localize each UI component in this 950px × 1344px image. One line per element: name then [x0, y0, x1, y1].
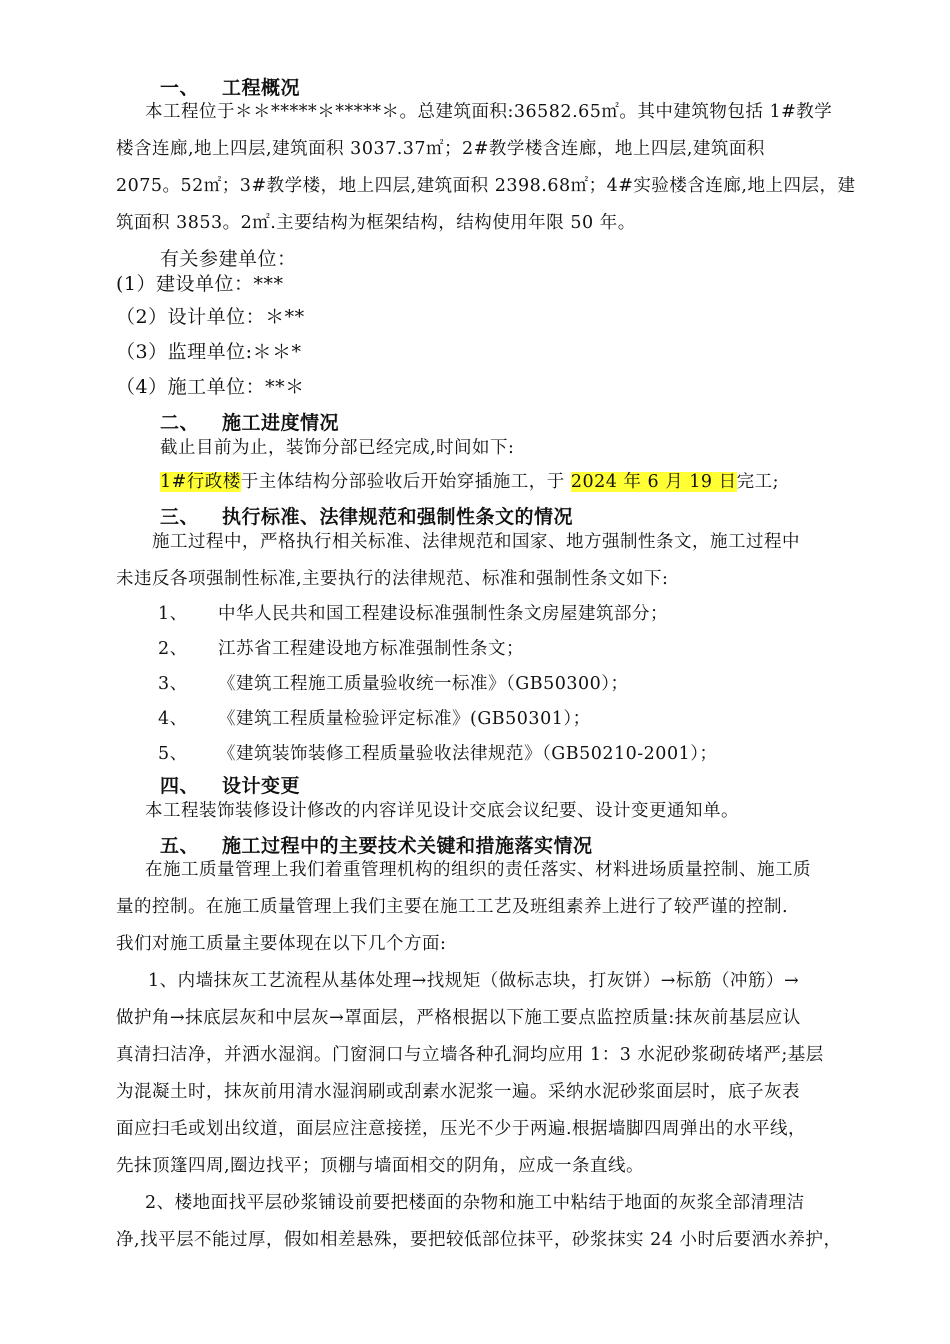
item-number: 3、	[158, 674, 188, 694]
section-4-heading	[160, 774, 300, 798]
paragraph-line: 楼含连廊,地上四层,建筑面积 3037.37㎡；2#教学楼含连廊，地上四层,建筑面积	[116, 139, 765, 159]
progress-line	[160, 470, 779, 494]
standard-item	[158, 637, 524, 661]
paragraph-line: 真清扫洁净，并洒水湿润。门窗洞口与立墙各种孔洞均应用 1：3 水泥砂浆砌砖堵严;基层	[116, 1045, 824, 1065]
item-text: 《建筑装饰装修工程质量验收法律规范》（GB50210-2001）；	[218, 744, 718, 764]
progress-end: 完工;	[736, 472, 780, 492]
standard-item	[158, 707, 591, 731]
section-title: 执行标准、法律规范和强制性条文的情况	[222, 506, 574, 528]
section-1-heading	[160, 76, 300, 100]
paragraph-line: 先抹顶篷四周,圈边找平；顶棚与墙面相交的阴角，应成一条直线。	[116, 1156, 645, 1176]
standard-item	[158, 602, 668, 626]
completion-date-highlight: 2024 年 6 月 19 日	[570, 472, 737, 492]
paragraph-line: 2、楼地面找平层砂浆铺设前要把楼面的杂物和施工中粘结于地面的灰浆全部清理洁	[145, 1193, 805, 1213]
standard-item	[158, 742, 717, 766]
item-text: 《建筑工程质量检验评定标准》(GB50301）；	[218, 709, 591, 729]
section-number: 二、	[160, 412, 200, 434]
building-name-highlight: 1#行政楼	[160, 472, 241, 492]
paragraph-line: 净,找平层不能过厚，假如相差悬殊，要把较低部位抹平，砂浆抹实 24 小时后要洒水养护，	[116, 1230, 842, 1250]
section-number: 一、	[160, 77, 200, 99]
standard-item	[158, 672, 629, 696]
section-5-heading	[160, 834, 593, 858]
paragraph-line: 2075。52㎡；3#教学楼，地上四层,建筑面积 2398.68㎡；4#实验楼含连廊,地上四层，建	[116, 176, 856, 196]
unit-item: （2）设计单位：＊**	[116, 306, 305, 328]
paragraph-line: 施工过程中，严格执行相关标准、法律规范和国家、地方强制性条文，施工过程中	[152, 532, 800, 552]
section-title: 工程概况	[222, 77, 301, 99]
item-number: 1、	[158, 604, 188, 624]
section-number: 三、	[160, 506, 200, 528]
paragraph-line: 截止目前为止，装饰分部已经完成,时间如下:	[160, 438, 515, 458]
paragraph-line: 在施工质量管理上我们着重管理机构的组织的责任落实、材料进场质量控制、施工质	[145, 860, 811, 880]
section-title: 设计变更	[222, 775, 301, 797]
paragraph-line: 1、内墙抹灰工艺流程从基体处理→找规矩（做标志块，打灰饼）→标筋（冲筋）→	[148, 971, 800, 991]
paragraph-line: 量的控制。在施工质量管理上我们主要在施工工艺及班组素养上进行了较严谨的控制.	[116, 897, 789, 917]
progress-text: 于主体结构分部验收后开始穿插施工，于	[240, 472, 571, 492]
section-number: 五、	[160, 835, 200, 857]
units-intro: 有关参建单位：	[160, 248, 297, 270]
item-text: 《建筑工程施工质量验收统一标准》（GB50300）；	[218, 674, 629, 694]
item-text: 中华人民共和国工程建设标准强制性条文房屋建筑部分；	[218, 604, 668, 624]
item-number: 4、	[158, 709, 188, 729]
item-number: 2、	[158, 639, 188, 659]
section-title: 施工进度情况	[222, 412, 340, 434]
paragraph-line: 本工程装饰装修设计修改的内容详见设计交底会议纪要、设计变更通知单。	[145, 801, 739, 821]
section-title: 施工过程中的主要技术关键和措施落实情况	[222, 835, 593, 857]
paragraph-line: 做护角→抹底层灰和中层灰→罩面层，严格根据以下施工要点监控质量:抹灰前基层应认	[116, 1008, 801, 1028]
item-number: 5、	[158, 744, 188, 764]
paragraph-line: 筑面积 3853。2㎡.主要结构为框架结构，结构使用年限 50 年。	[116, 213, 636, 233]
paragraph-line: 本工程位于＊＊*****＊*****＊。总建筑面积:36582.65㎡。其中建筑物包括 1#教学	[145, 102, 833, 122]
unit-item: （4）施工单位：**＊	[116, 376, 305, 398]
unit-item: (1）建设单位：***	[116, 273, 284, 295]
paragraph-line: 未违反各项强制性标准,主要执行的法律规范、标准和强制性条文如下:	[116, 569, 669, 589]
paragraph-line: 为混凝土时，抹灰前用清水湿润刷或刮素水泥浆一遍。采纳水泥砂浆面层时，底子灰表	[116, 1082, 800, 1102]
item-text: 江苏省工程建设地方标准强制性条文；	[218, 639, 524, 659]
section-number: 四、	[160, 775, 200, 797]
section-3-heading	[160, 505, 573, 529]
section-2-heading	[160, 411, 339, 435]
paragraph-line: 面应扫毛或划出纹道，面层应注意接搓，压光不少于两遍.根据墙脚四周弹出的水平线，	[116, 1119, 807, 1139]
paragraph-line: 我们对施工质量主要体现在以下几个方面:	[116, 934, 447, 954]
unit-item: （3）监理单位:＊＊*	[116, 341, 302, 363]
